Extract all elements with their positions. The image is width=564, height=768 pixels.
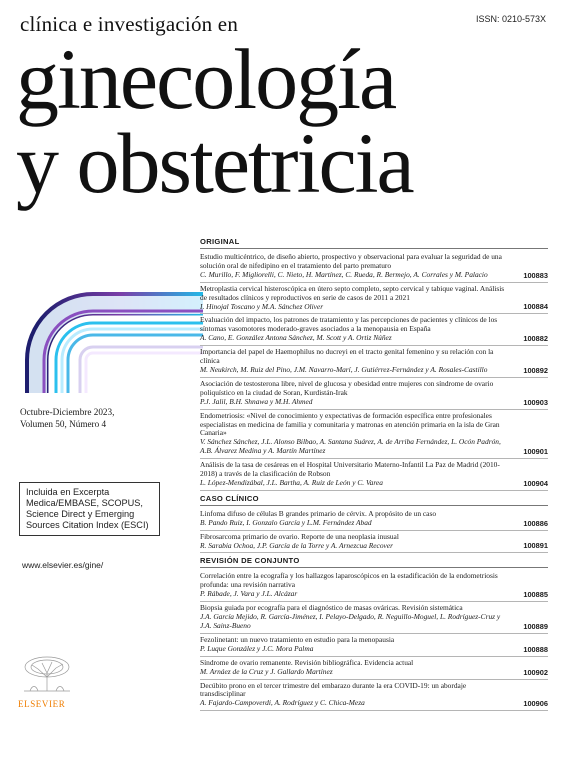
toc-section-original [200, 237, 548, 491]
article-entry[interactable] [200, 508, 548, 531]
journal-title-line2: y obstetricia [16, 115, 413, 211]
publisher-logo [18, 655, 78, 709]
article-authors: P. Luque González y J.C. Mora Palma [200, 643, 314, 653]
article-entry[interactable] [200, 283, 548, 315]
indexing-box: Incluida en Excerpta Medica/EMBASE, SCOPUS, Science Direct y Emerging Sources Citation Index (ESCI) [19, 482, 160, 536]
article-entry[interactable] [200, 602, 548, 634]
section-heading: ORIGINAL [200, 237, 548, 249]
article-entry[interactable] [200, 346, 548, 378]
article-page: 100886 [523, 518, 548, 528]
article-title: Análisis de la tasa de cesáreas en el Hospital Universitario Materno-Infantil La Paz de Madrid (2010-2018) a través de la clasificación de Robson [200, 460, 500, 479]
article-page: 100901 [523, 447, 548, 457]
article-page: 100892 [523, 365, 548, 375]
table-of-contents [200, 237, 548, 711]
article-title: Síndrome de ovario remanente. Revisión bibliográfica. Evidencia actual [200, 657, 414, 667]
article-entry[interactable] [200, 680, 548, 712]
article-title: Metroplastia cervical histeroscópica en útero septo completo, septo cervical y tabique vaginal. Análisis de resultados clínicos y reproductivos en serie de casos de 2011 a 2021 [200, 283, 505, 302]
issue-volume: Volumen 50, Número 4 [20, 418, 107, 429]
article-page: 100904 [523, 478, 548, 488]
article-authors: A. Fajardo-Campoverdi, A. Rodríguez y C. Chica-Meza [200, 698, 365, 708]
article-title: Asociación de testosterona libre, nivel de glucosa y obesidad entre mujeres con síndrome de ovario poliquístico en la ciudad de Soran, Kurdistán-Irak [200, 378, 494, 397]
article-entry[interactable] [200, 531, 548, 554]
article-title: Fibrosarcoma primario de ovario. Reporte de una neoplasia inusual [200, 531, 399, 541]
article-authors: L. López-Mendizábal, J.L. Bartha, A. Ruiz de León y C. Varea [200, 477, 383, 487]
article-entry[interactable] [200, 251, 548, 283]
publisher-name: ELSEVIER [18, 699, 66, 709]
issue-info [20, 407, 190, 430]
article-title: Endometriosis: «Nivel de conocimiento y expectativas de formación específica entre profesionales especialistas en medicina de familia y comunitaria y matronas en atención primaria en la isla de Gran Canaria» [200, 410, 500, 438]
toc-section-case [200, 494, 548, 554]
toc-section-review [200, 556, 548, 711]
article-authors: J.A. García Mejido, R. García-Jiménez, I. Pelayo-Delgado, R. Neguillo-Moguel, L. Rodríguez-Cruz y J.A. Sainz-Bueno [200, 612, 501, 630]
article-authors: P. Rábade, J. Vara y J.L. Alcázar [200, 589, 298, 599]
section-heading: CASO CLÍNICO [200, 494, 548, 506]
article-authors: B. Pando Ruiz, I. Gonzalo García y L.M. Fernández Abad [200, 517, 372, 527]
article-page: 100883 [523, 270, 548, 280]
elsevier-tree-icon [18, 655, 76, 693]
article-title: Linfoma difuso de células B grandes primario de cérvix. A propósito de un caso [200, 508, 437, 518]
article-page: 100906 [523, 699, 548, 709]
article-title: Decúbito prono en el tercer trimestre del embarazo durante la era COVID-19: un abordaje transdisciplinar [200, 680, 467, 699]
article-authors: M. Arnáez de la Cruz y J. Gallardo Martínez [200, 666, 333, 676]
article-authors: V. Sánchez Sánchez, J.L. Alonso Bilbao, A. Santana Suárez, A. de Arriba Fernández, L. Ocón Padrón, A.B. Álvarez Medina y A. Martín Martínez [200, 437, 501, 456]
article-entry[interactable] [200, 570, 548, 602]
journal-pretitle: clínica e investigación en [20, 12, 239, 36]
issue-period: Octubre-Diciembre 2023, [20, 407, 115, 417]
article-page: 100903 [523, 397, 548, 407]
article-entry[interactable] [200, 459, 548, 491]
article-page: 100882 [523, 334, 548, 344]
article-entry[interactable] [200, 314, 548, 346]
article-page: 100889 [523, 621, 548, 631]
article-authors: I. Hinojal Toscano y M.A. Sánchez Oliver [200, 301, 324, 311]
article-title: Importancia del papel de Haemophilus no ducreyi en el tracto genital femenino y su relación con la clínica [200, 347, 494, 366]
article-title: Correlación entre la ecografía y los hallazgos laparoscópicos en la estadificación de la endometriosis profunda: una revisión narrativa [200, 571, 498, 590]
article-entry[interactable] [200, 657, 548, 680]
issn-label: ISSN: 0210-573X [475, 14, 546, 24]
article-page: 100888 [523, 644, 548, 654]
article-title: Estudio multicéntrico, de diseño abierto, prospectivo y observacional para evaluar la seguridad de una solución oral de nifedipino en el tratamiento del parto prematuro [200, 252, 502, 270]
article-title: Biopsia guiada por ecografía para el diagnóstico de masas ováricas. Revisión sistemática [200, 603, 463, 613]
section-heading: REVISIÓN DE CONJUNTO [200, 556, 548, 568]
journal-title-line1: ginecología [16, 31, 396, 127]
article-authors: A. Cano, E. González Antona Sánchez, M. Scott y A. Ortiz Núñez [200, 333, 392, 343]
article-authors: M. Neukirch, M. Ruiz del Pino, J.M. Navarro-Marí, J. Gutiérrez-Fernández y A. Rosales-Castillo [200, 364, 488, 374]
article-title: Fezolinetant: un nuevo tratamiento en estudio para la menopausia [200, 634, 395, 644]
article-authors: R. Sarabia Ochoa, J.P. García de la Torre y A. Arnezcua Recover [200, 540, 393, 550]
journal-url[interactable]: www.elsevier.es/gine/ [22, 560, 104, 570]
article-authors: P.J. Jalil, B.H. Shnawa y M.H. Ahmed [200, 396, 313, 406]
article-page: 100885 [523, 590, 548, 600]
article-entry[interactable] [200, 378, 548, 410]
article-entry[interactable] [200, 410, 548, 460]
article-page: 100902 [523, 667, 548, 677]
article-page: 100891 [523, 541, 548, 551]
article-authors: C. Murillo, F. Migliorelli, C. Nieto, H. Martínez, C. Rueda, R. Bermejo, A. Corrales y M. Palacio [200, 269, 488, 279]
article-page: 100884 [523, 302, 548, 312]
article-title: Evaluación del impacto, los patrones de tratamiento y las percepciones de pacientes y clínicos de los síntomas vasomotores moderado-graves asociados a la menopausia en España [200, 315, 498, 334]
journal-logo-icon [18, 285, 203, 395]
article-entry[interactable] [200, 634, 548, 657]
